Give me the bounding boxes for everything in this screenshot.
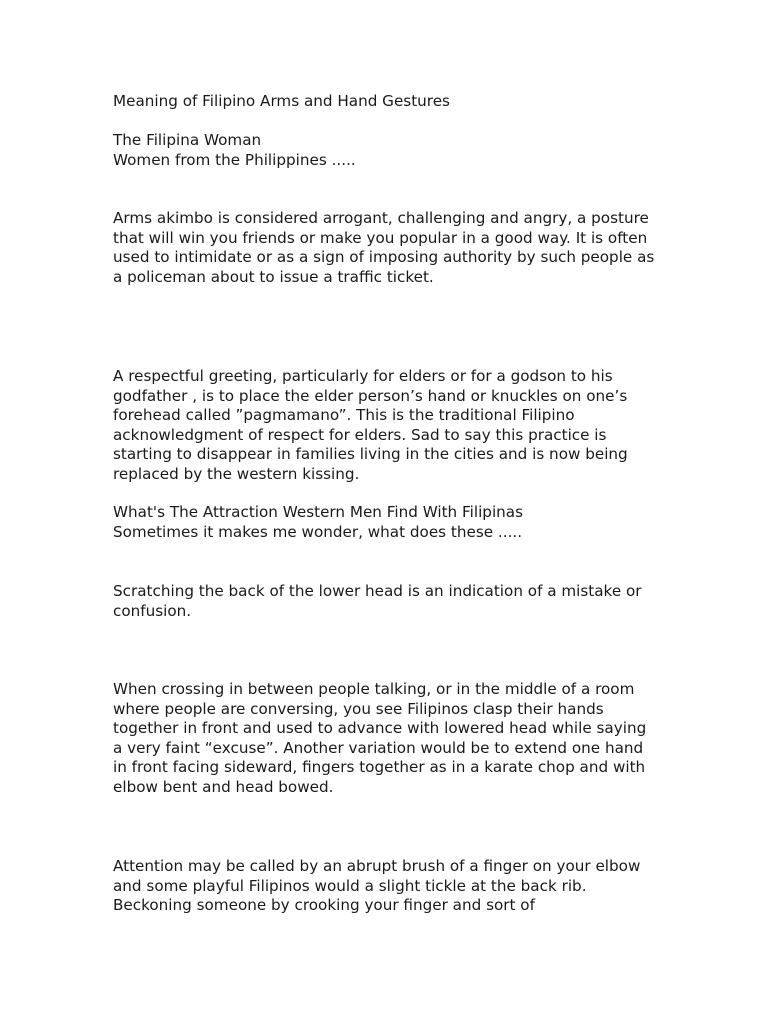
related-article-subtitle: Women from the Philippines ..... xyxy=(113,150,356,169)
related-article-link[interactable] xyxy=(113,503,658,542)
paragraph-greeting: A respectful greeting, particularly for elders or for a godson to his godfather , is to place the elder person’s hand or knuckles on one’s forehead called ”pagmamano”. This is the traditional Filipino acknowledgment of respect for elders. Sad to say this practice is starting to disappear in families living in the cities and is now being replaced by the western kissing. xyxy=(113,367,628,483)
related-article-link[interactable] xyxy=(113,131,658,170)
related-article-title[interactable]: What's The Attraction Western Men Find With Filipinas xyxy=(113,503,524,521)
paragraph-crossing: When crossing in between people talking, or in the middle of a room where people are conversing, you see Filipinos clasp their hands together in front and used to advance with lowered head while saying a very faint “excuse”. Another variation would be to extend one hand in front facing sideward, fingers together as in a karate chop and with elbow bent and head bowed. xyxy=(113,680,647,796)
paragraph-arms-akimbo: Arms akimbo is considered arrogant, challenging and angry, a posture that will win you friends or make you popular in a good way. It is often used to intimidate or as a sign of imposing authority by such people as a policeman about to issue a traffic ticket. xyxy=(113,209,655,286)
paragraph-scratching: Scratching the back of the lower head is an indication of a mistake or confusion. xyxy=(113,582,642,620)
paragraph-attention: Attention may be called by an abrupt brush of a finger on your elbow and some playful Filipinos would a slight tickle at the back rib. Beckoning someone by crooking your finger and sort of xyxy=(113,857,641,915)
document-title: Meaning of Filipino Arms and Hand Gestures xyxy=(113,92,450,110)
related-article-title[interactable]: The Filipina Woman xyxy=(113,131,262,149)
related-article-subtitle: Sometimes it makes me wonder, what does these ..... xyxy=(113,522,523,541)
